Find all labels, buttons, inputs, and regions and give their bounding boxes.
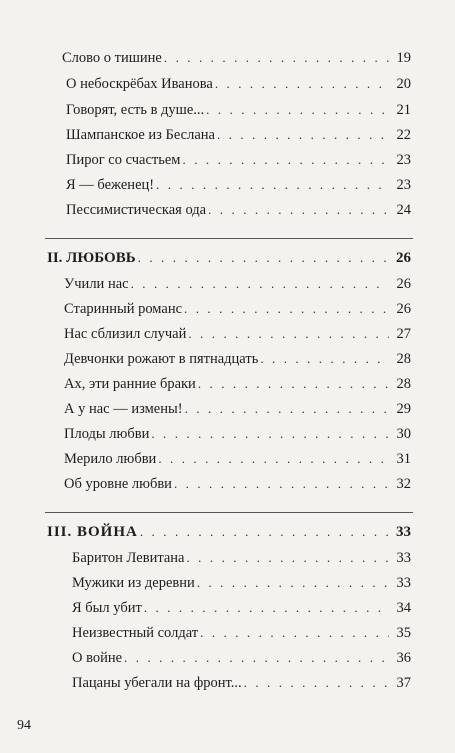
dot-leader bbox=[131, 274, 389, 294]
toc-entry bbox=[66, 200, 411, 220]
dot-leader bbox=[164, 48, 389, 68]
toc-entry-title: О войне bbox=[72, 650, 123, 666]
toc-entry-title: Ах, эти ранние браки bbox=[64, 376, 196, 392]
section-divider bbox=[45, 238, 413, 239]
toc-entry-title: Нас сблизил случай bbox=[64, 326, 187, 342]
toc-entry-page: 34 bbox=[396, 600, 411, 616]
toc-entry-title: Я был убит bbox=[72, 600, 142, 616]
section-title: III. ВОЙНА bbox=[47, 524, 138, 540]
toc-entry bbox=[64, 474, 411, 494]
toc-entry-page: 24 bbox=[396, 202, 411, 218]
toc-section-heading bbox=[47, 248, 411, 268]
section-divider bbox=[45, 512, 413, 513]
dot-leader bbox=[140, 522, 389, 542]
toc-entry bbox=[64, 399, 411, 419]
toc-entry-page: 27 bbox=[396, 326, 411, 342]
toc-entry-title: Пессимистическая ода bbox=[66, 202, 207, 218]
dot-leader bbox=[244, 673, 389, 693]
toc-entry bbox=[72, 548, 411, 568]
toc-entry bbox=[64, 449, 411, 469]
toc-entry-title: Говорят, есть в душе... bbox=[66, 102, 205, 118]
toc-entry-title: Мужики из деревни bbox=[72, 575, 195, 591]
dot-leader bbox=[185, 399, 389, 419]
toc-entry bbox=[66, 74, 411, 94]
toc-entry bbox=[62, 48, 411, 68]
dot-leader bbox=[138, 248, 389, 268]
toc-entry-page: 33 bbox=[396, 575, 411, 591]
toc-entry bbox=[72, 648, 411, 668]
toc-entry-title: Слово о тишине bbox=[62, 50, 162, 66]
dot-leader bbox=[184, 299, 389, 319]
toc-entry-title: Плоды любви bbox=[64, 426, 150, 442]
toc-section-heading bbox=[47, 522, 411, 542]
toc-entry-page: 22 bbox=[396, 127, 411, 143]
toc-entry-title: Баритон Левитана bbox=[72, 550, 185, 566]
dot-leader bbox=[174, 474, 389, 494]
toc-entry-page: 19 bbox=[396, 50, 411, 66]
toc-entry-page: 35 bbox=[396, 625, 411, 641]
toc-entry-page: 29 bbox=[396, 401, 411, 417]
toc-entry-page: 37 bbox=[396, 675, 411, 691]
toc-entry bbox=[66, 100, 411, 120]
dot-leader bbox=[186, 548, 389, 568]
dot-leader bbox=[215, 74, 389, 94]
toc-entry-page: 23 bbox=[396, 152, 411, 168]
toc-entry-title: Пацаны убегали на фронт... bbox=[72, 675, 242, 691]
toc-entry-page: 26 bbox=[396, 301, 411, 317]
dot-leader bbox=[144, 598, 389, 618]
toc-entry bbox=[72, 598, 411, 618]
dot-leader bbox=[206, 100, 389, 120]
toc-entry-page: 36 bbox=[396, 650, 411, 666]
dot-leader bbox=[260, 349, 389, 369]
page-number: 94 bbox=[17, 718, 31, 733]
toc-entry bbox=[72, 573, 411, 593]
toc-entry-title: О небоскрёбах Иванова bbox=[66, 76, 213, 92]
toc-entry bbox=[66, 175, 411, 195]
dot-leader bbox=[183, 150, 390, 170]
toc-entry-page: 26 bbox=[396, 276, 411, 292]
section-page: 33 bbox=[396, 524, 411, 540]
toc-entry-page: 28 bbox=[396, 351, 411, 367]
toc-entry-page: 28 bbox=[396, 376, 411, 392]
dot-leader bbox=[208, 200, 389, 220]
toc-entry-page: 33 bbox=[396, 550, 411, 566]
dot-leader bbox=[197, 573, 389, 593]
toc-entry-title: Мерило любви bbox=[64, 451, 157, 467]
dot-leader bbox=[200, 623, 389, 643]
toc-entry-title: А у нас — измены! bbox=[64, 401, 183, 417]
dot-leader bbox=[217, 125, 389, 145]
toc-entry bbox=[72, 623, 411, 643]
toc-entry bbox=[64, 299, 411, 319]
toc-entry-page: 30 bbox=[396, 426, 411, 442]
dot-leader bbox=[198, 374, 389, 394]
toc-entry-title: Я — беженец! bbox=[66, 177, 155, 193]
toc-entry bbox=[66, 150, 411, 170]
toc-entry-title: Шампанское из Беслана bbox=[66, 127, 215, 143]
toc-entry bbox=[72, 673, 411, 693]
section-page: 26 bbox=[396, 250, 411, 266]
toc-entry bbox=[66, 125, 411, 145]
toc-entry-page: 20 bbox=[396, 76, 411, 92]
toc-entry-page: 31 bbox=[396, 451, 411, 467]
toc-entry-title: Об уровне любви bbox=[64, 476, 172, 492]
toc-entry-page: 23 bbox=[396, 177, 411, 193]
toc-entry-page: 21 bbox=[396, 102, 411, 118]
dot-leader bbox=[158, 449, 389, 469]
toc-entry bbox=[64, 349, 411, 369]
dot-leader bbox=[151, 424, 389, 444]
dot-leader bbox=[188, 324, 389, 344]
toc-entry-title: Старинный романс bbox=[64, 301, 183, 317]
toc-entry-title: Девчонки рожают в пятнадцать bbox=[64, 351, 259, 367]
toc-entry-page: 32 bbox=[396, 476, 411, 492]
toc-entry-title: Пирог со счастьем bbox=[66, 152, 181, 168]
toc-entry bbox=[64, 424, 411, 444]
section-title: II. ЛЮБОВЬ bbox=[47, 250, 136, 266]
toc-entry-title: Неизвестный солдат bbox=[72, 625, 199, 641]
dot-leader bbox=[124, 648, 389, 668]
toc-entry bbox=[64, 374, 411, 394]
toc-entry bbox=[64, 274, 411, 294]
toc-entry bbox=[64, 324, 411, 344]
toc-entry-title: Учили нас bbox=[64, 276, 129, 292]
dot-leader bbox=[156, 175, 389, 195]
